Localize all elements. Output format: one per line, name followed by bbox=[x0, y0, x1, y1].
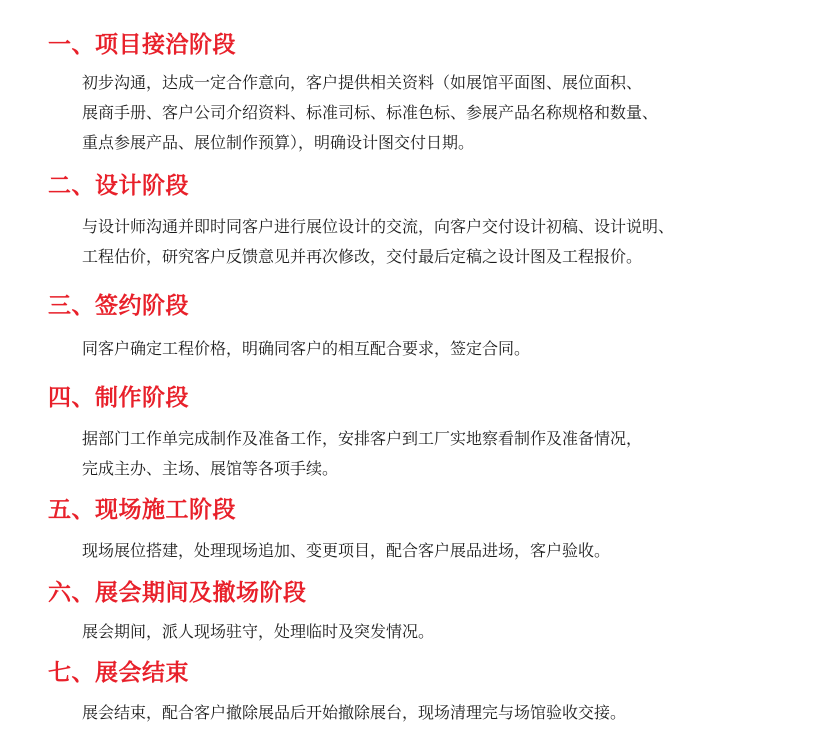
body-line: 初步沟通，达成一定合作意向，客户提供相关资料（如展馆平面图、展位面积、 bbox=[82, 73, 643, 92]
section-body bbox=[82, 617, 434, 647]
section-heading: 二、设计阶段 bbox=[48, 173, 189, 199]
section-heading: 四、制作阶段 bbox=[48, 385, 189, 411]
section-body bbox=[82, 698, 626, 728]
section-body bbox=[82, 212, 674, 272]
body-line: 据部门工作单完成制作及准备工作，安排客户到工厂实地察看制作及准备情况， bbox=[82, 429, 643, 448]
body-line: 展会结束，配合客户撤除展品后开始撤除展台，现场清理完与场馆验收交接。 bbox=[82, 703, 627, 722]
section-body bbox=[82, 424, 642, 484]
section-heading: 五、现场施工阶段 bbox=[48, 497, 236, 523]
section-heading: 七、展会结束 bbox=[48, 660, 189, 686]
section-body bbox=[82, 334, 530, 364]
body-line: 展会期间，派人现场驻守，处理临时及突发情况。 bbox=[82, 622, 435, 641]
section-heading: 六、展会期间及撤场阶段 bbox=[48, 580, 307, 606]
body-line: 同客户确定工程价格，明确同客户的相互配合要求，签定合同。 bbox=[82, 339, 531, 358]
section-heading: 三、签约阶段 bbox=[48, 293, 189, 319]
body-line: 现场展位搭建，处理现场追加、变更项目，配合客户展品进场，客户验收。 bbox=[82, 541, 611, 560]
section-body bbox=[82, 68, 658, 158]
body-line: 工程估价，研究客户反馈意见并再次修改，交付最后定稿之设计图及工程报价。 bbox=[82, 247, 643, 266]
section-heading: 一、项目接洽阶段 bbox=[48, 32, 236, 58]
body-line: 重点参展产品、展位制作预算），明确设计图交付日期。 bbox=[82, 133, 475, 152]
body-line: 展商手册、客户公司介绍资料、标准司标、标准色标、参展产品名称规格和数量、 bbox=[82, 103, 659, 122]
body-line: 完成主办、主场、展馆等各项手续。 bbox=[82, 459, 339, 478]
section-body bbox=[82, 536, 610, 566]
body-line: 与设计师沟通并即时同客户进行展位设计的交流，向客户交付设计初稿、设计说明、 bbox=[82, 217, 675, 236]
